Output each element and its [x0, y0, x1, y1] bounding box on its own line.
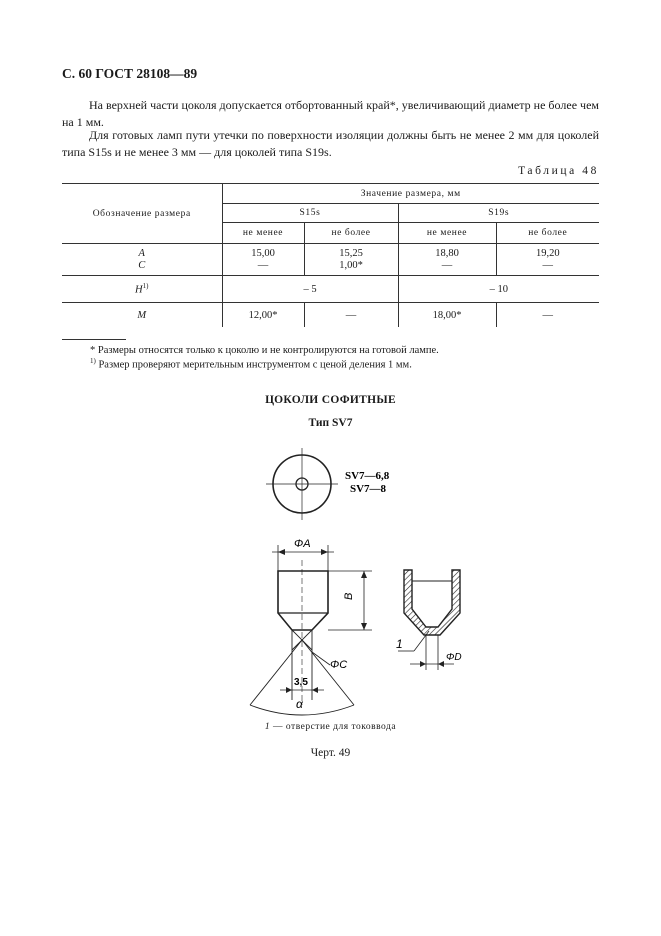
cell-value: —: [441, 259, 453, 271]
cell-value: 1,00*: [339, 259, 363, 271]
cell-value: —: [542, 259, 553, 271]
dim-c-label: ΦC: [330, 659, 348, 671]
row-label-h: H: [135, 284, 143, 296]
footnote-1: * Размеры относятся только к цоколю и не контролируются на готовой лампе.: [90, 345, 439, 356]
footnote-divider: [62, 339, 126, 340]
footnote-mark: 1): [90, 357, 96, 365]
top-view: [266, 448, 338, 520]
cell-value: —: [496, 303, 599, 328]
subheader-max: не более: [496, 223, 599, 244]
cell-value: – 5: [222, 276, 398, 303]
header-s15s: S15s: [222, 204, 398, 223]
dim-a-label: ΦA: [294, 538, 311, 550]
caption-text: — отверстие для токоввода: [270, 722, 397, 732]
dim-35-label: 3,5: [294, 677, 308, 688]
dim-d-label: ΦD: [446, 652, 462, 663]
cell-value: 15,25: [339, 247, 363, 259]
paragraph-1: На верхней части цоколя допускается отбортованный край*, увеличивающий диаметр не более чем на 1 мм.: [62, 98, 599, 129]
caption-number: 1: [264, 722, 271, 732]
figure-label: Черт. 49: [310, 747, 351, 759]
base-drawing: [230, 448, 661, 720]
variant-label-1: SV7—6,8: [345, 470, 390, 482]
row-label-m: M: [137, 309, 147, 321]
table-row: [62, 303, 599, 328]
figure-caption: [0, 722, 661, 732]
footnote-2: [90, 357, 412, 371]
header-s19s: S19s: [398, 204, 599, 223]
dim-alpha-label: α: [296, 697, 303, 711]
cell-value: 15,00: [251, 247, 275, 259]
table-row: [62, 276, 599, 303]
row-label-c: C: [138, 259, 146, 271]
cell-value: 18,80: [435, 247, 459, 259]
callout-label: 1: [396, 637, 403, 651]
subheader-min: не менее: [222, 223, 304, 244]
subheader-max: не более: [304, 223, 398, 244]
paragraph-2: Для готовых ламп пути утечки по поверхности изоляции должны быть не менее 2 мм для цоколей типа S15s и не менее 3 мм — для цоколей типа S19s.: [62, 128, 599, 159]
dimensions-table: [62, 183, 599, 327]
footnote-ref: 1): [142, 282, 149, 291]
cell-value: —: [257, 259, 269, 271]
cell-value: —: [304, 303, 398, 328]
row-label-a: A: [138, 247, 145, 259]
header-designation: Обозначение размера: [62, 184, 222, 244]
header-value: Значение размера, мм: [222, 184, 599, 204]
subheader-min: не менее: [398, 223, 496, 244]
cell-value: 18,00*: [398, 303, 496, 328]
table-row: [62, 244, 599, 276]
side-view: [250, 545, 372, 715]
variant-label-2: SV7—8: [350, 483, 387, 495]
page-header: С. 60 ГОСТ 28108—89: [62, 66, 198, 81]
section-title: ЦОКОЛИ СОФИТНЫЕ: [265, 394, 396, 406]
cell-value: – 10: [398, 276, 599, 303]
footnote-2-text: Размер проверяют мерительным инструментом с ценой деления 1 мм.: [98, 359, 412, 371]
cell-value: 19,20: [535, 247, 560, 259]
table-caption: Таблица 48: [518, 165, 599, 177]
subsection-title: Тип SV7: [308, 417, 353, 429]
cell-value: 12,00*: [222, 303, 304, 328]
dim-b-label: B: [343, 592, 355, 600]
